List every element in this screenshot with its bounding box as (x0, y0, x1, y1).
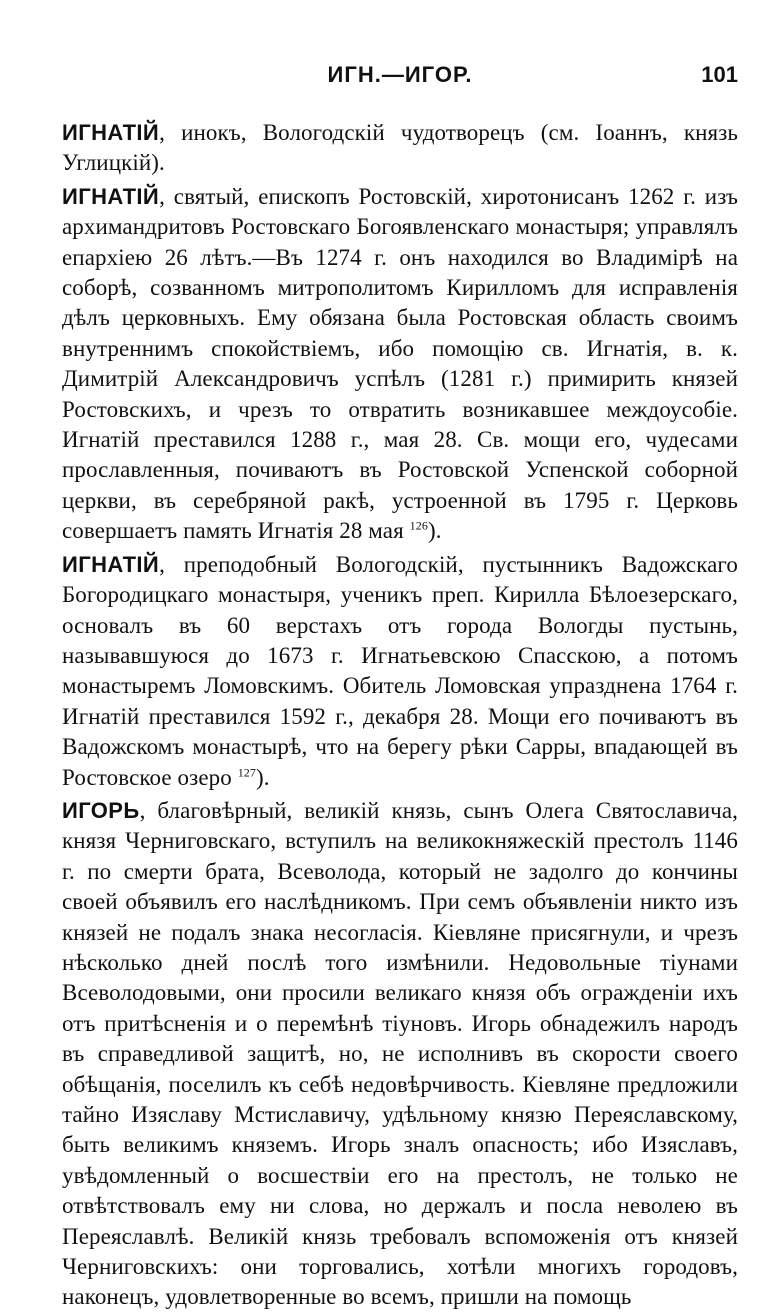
book-page (62, 58, 738, 1310)
entry-ignatiy-inok (62, 118, 738, 179)
entry-ignatiy-vologodskiy (62, 550, 738, 793)
entry-body: , преподобный Вологодскій, пустынникъ Вадожскаго Богородицкаго монастыря, ученикъ преп. Кирилла Бѣлоезерскаго, основалъ въ 60 верстахъ отъ города Вологды пустынь, называвшуюся до 1673 г. Игнатьевскою Спасскою, а потомъ монастыремъ Ломовскимъ. Обитель Ломовская упразднена 1764 г. Игнатій преставился 1592 г., декабря 28. Мощи его почиваютъ въ Вадожскомъ монастырѣ, что на берегу рѣки Сарры, впадающей въ Ростовское озеро (62, 551, 738, 790)
entry-headword: ИГНАТІЙ (62, 551, 160, 577)
entry-body: , святый, епископъ Ростовскій, хиротонисанъ 1262 г. изъ архимандритовъ Ростовскаго Богоявленскаго монастыря; управлялъ епархіею 26 лѣтъ.—Въ 1274 г. онъ находился во Владимірѣ на соборѣ, созванномъ митрополитомъ Кирилломъ для исправленія дѣлъ церковныхъ. Ему обязана была Ростовская область своимъ внутреннимъ спокойствіемъ, ибо помощію св. Игнатія, в. к. Димитрій Александровичъ успѣлъ (1281 г.) примирить князей Ростовскихъ, и чрезъ то отвратить возникавшее междоусобіе. Игнатій преставился 1288 г., мая 28. Св. мощи его, чудесами прославленныя, почиваютъ въ Ростовской Успенской соборной церкви, въ серебряной ракѣ, устроенной въ 1795 г. Церковь совершаетъ память Игнатія 28 мая (62, 183, 738, 544)
page-number: 101 (701, 62, 738, 87)
entry-tail: ). (427, 518, 442, 544)
entry-body: , инокъ, Вологодскій чудотворецъ (см. Іоаннъ, князь Углицкій). (62, 120, 738, 176)
footnote-marker: 126 (409, 518, 428, 533)
entry-tail: ). (256, 764, 270, 790)
entry-headword: ИГОРЬ (62, 797, 140, 823)
entry-body: , благовѣрный, великій князь, сынъ Олега Святославича, князя Черниговскаго, вступилъ на великокняжескій престолъ 1146 г. по смерти брата, Всеволода, который не задолго до кончины своей объявилъ его наслѣдникомъ. При семъ объявленіи никто изъ князей не подалъ знака несогласія. Кіевляне присягнули, и чрезъ нѣсколько дней послѣ того измѣнили. Недовольные тіунами Всеволодовыми, они просили великаго князя объ огражденіи ихъ отъ притѣсненія и о перемѣнѣ тіуновъ. Игорь обнадежилъ народъ въ справедливой защитѣ, но, не исполнивъ въ скорости своего обѣщанія, поселилъ къ себѣ недовѣрчивость. Кіевляне предложили тайно Изяславу Мстиславичу, удѣльному князю Переяславскому, быть великимъ княземъ. Игорь зналъ опасность; ибо Изяславъ, увѣдомленный о восшествіи его на престолъ, не только не отвѣтствовалъ ему ни слова, но держалъ и посла неволею въ Переяславлѣ. Великій князь требовалъ вспоможенія отъ князей Черниговскихъ: они торговались, хотѣли многихъ городовъ, наконецъ, удовлетворенные во всемъ, пришли на помощь (62, 797, 738, 1310)
entry-ignatiy-episkop (62, 182, 738, 547)
entry-headword: ИГНАТІЙ (62, 120, 160, 145)
running-head: ИГН.—ИГОР. (327, 62, 473, 87)
entry-igor (62, 796, 738, 1313)
page-header (62, 58, 738, 92)
entry-headword: ИГНАТІЙ (62, 183, 160, 209)
footnote-marker: 127 (237, 764, 256, 779)
